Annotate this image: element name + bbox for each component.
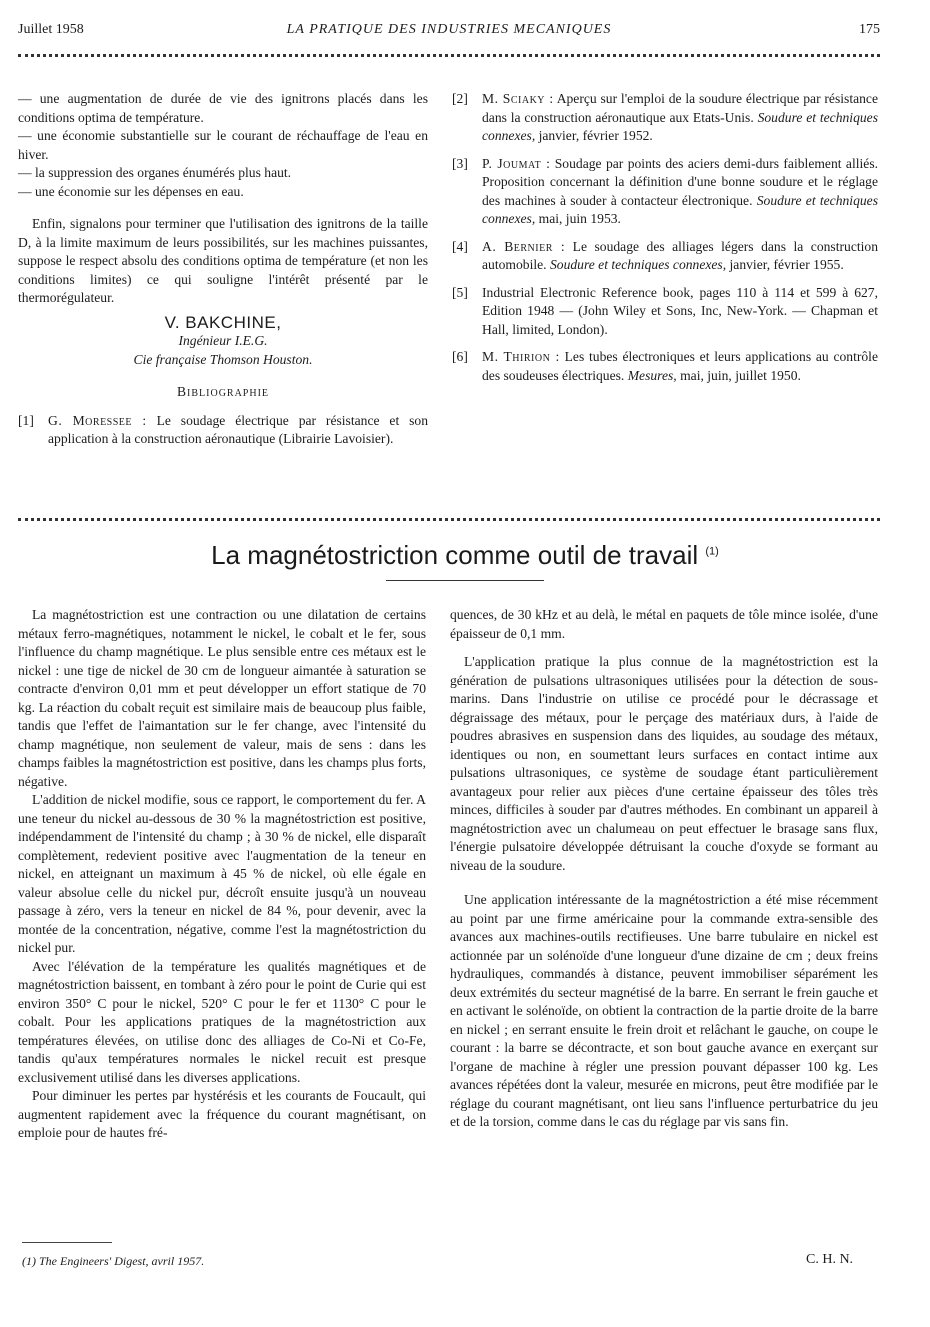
reference-body [482, 90, 878, 146]
reference-number: [1] [18, 412, 34, 428]
reference-text: Soudage par points des aciers demi-durs faiblement alliés. Proposition concernant la définition d'une bonne soudure et le réglage des machines à souder à contacteur électronique. [482, 155, 879, 208]
reference-author: P. Joumat : [482, 155, 551, 171]
author-title: Ingénieur I.E.G. [178, 333, 268, 348]
author-company: Cie française Thomson Houston. [133, 351, 313, 367]
body-paragraph: La magnétostriction est une contraction ou une dilatation de certains métaux ferro-magnétiques, notamment le nickel, le cobalt et le fer, sous l'influence du champ magnétique. Le plus sensible entre ces métaux est le nickel : une tige de nickel de 30 cm de longueur aimantée à saturation se contracte d'environ 0,01 mm et peut développer un effort statique de 70 kg. La réaction du cobalt reçuit est similaire mais de beaucoup plus faible, tandis que l'effet de l'aimantation sur le fer change, avec l'intensité du champ magnétique, non seulement de valeur, mais de sens : dans les champs faibles la magnétostriction est positive, dans les champs plus forts, négative. [18, 607, 426, 789]
section-dotted-rule [18, 518, 880, 521]
header-date: Juillet 1958 [18, 22, 84, 37]
reference-item [452, 155, 878, 229]
reference-date: mai, juin, juillet 1950. [680, 367, 801, 383]
list-item: — une économie sur les dépenses en eau. [18, 183, 244, 199]
bibliography-heading: Bibliographie [176, 384, 270, 399]
reference-body [482, 155, 878, 229]
reference-journal: Mesures, [627, 367, 677, 383]
references-right-column [452, 90, 878, 394]
reference-date: janvier, février 1955. [729, 257, 844, 272]
footnote-rule [22, 1242, 112, 1243]
reference-body [48, 412, 428, 449]
reference-text: Aperçu sur l'emploi de la soudure électrique par résistance dans la construction aéronautique aux Etats-Unis. [482, 91, 878, 125]
reference-body [482, 284, 878, 340]
reference-journal: Soudure et techniques connexes, [482, 109, 878, 143]
reference-author: M. Sciaky : [482, 91, 554, 106]
body-paragraph: Avec l'élévation de la température les qualités magnétiques et de magnétostriction baissent, en tombant à zéro pour le point de Curie qui est environ 350° C pour le nickel, 520° C pour le fer et 1130° C pour le cobalt. Pour les applications pratiques de la magnétostriction aux températures élevées, on utilise donc des alliages de Co-Ni et Co-Fe, tandis qu'aux températures normales le nickel recuit est presque exclusivement utilisé dans les diverses applications. [18, 958, 426, 1085]
author-name: V. BAKCHINE, [164, 312, 282, 332]
reference-text: Industrial Electronic Reference book, pages 110 à 114 et 599 à 627, Edition 1948 — (John Wiley et Sons, Inc, New-York. — Chapman et Hall, limited, London). [482, 284, 878, 337]
header-page-number: 175 [859, 22, 880, 37]
reference-text: Le soudage des alliages légers dans la construction automobile. [482, 238, 878, 272]
reference-number: [6] [452, 349, 468, 364]
article-title [0, 540, 930, 571]
reference-item [452, 284, 878, 340]
list-item: — une augmentation de durée de vie des ignitrons placés dans les conditions optima de température. [18, 91, 428, 125]
article-right-column [450, 606, 878, 1132]
reference-journal: Soudure et techniques connexes, [482, 192, 879, 226]
article-title-text: La magnétostriction comme outil de travail [211, 540, 699, 570]
reference-date: janvier, février 1952. [538, 128, 653, 143]
article-left-column [18, 606, 426, 1143]
body-paragraph: quences, de 30 kHz et au delà, le métal en paquets de tôle mince isolée, d'une épaisseur de 0,1 mm. [450, 607, 878, 641]
reference-number: [3] [452, 155, 468, 171]
reference-author: A. Bernier : [482, 238, 566, 254]
body-paragraph: L'application pratique la plus connue de la magnétostriction est la génération de pulsations ultrasoniques utilisées pour la détection de sous-marins. Dans l'industrie on utilise ce procédé pour le décrassage et dégraissage des métaux, pour le perçage des matériaux durs, à l'aide de poudres abrasives en suspension dans des liquides, au soudage des métaux, identiques ou non, en soumettant leurs surfaces en contact intime aux pulsations ultrasoniques, ce système de soudage étant particulièrement avantageux pour relier aux pièces d'une certaine épaisseur des tôles très minces, difficiles à souder par d'autres méthodes. En combinant un appareil à magnétostriction avec un chalumeau on peut effectuer le brasage sans flux, l'énergie pulsatoire développée détruisant la couche d'oxyde se formant au niveau de la soudure. [450, 654, 878, 873]
reference-item [18, 412, 428, 449]
author-initials: C. H. N. [806, 1252, 854, 1267]
reference-body [482, 348, 878, 385]
reference-item [452, 238, 878, 275]
reference-item [452, 90, 878, 146]
conclusion-paragraph: Enfin, signalons pour terminer que l'utilisation des ignitrons de la taille D, à la limite maximum de leurs possibilités, sur les machines puissantes, suppose le respect absolu des conditions optima de température (et non les conditions limites) ce qui souligne l'intérêt présenté par le thermorégulateur. [18, 216, 428, 305]
title-underline [386, 580, 544, 581]
body-paragraph: Pour diminuer les pertes par hystérésis et les courants de Foucault, qui augmentent rapidement avec la fréquence du courant magnétisant, on emploie pour de hautes fré- [18, 1088, 426, 1140]
top-left-column [18, 90, 428, 458]
reference-number: [4] [452, 238, 468, 254]
reference-text: Le soudage électrique par résistance et son application à la construction aéronautique (Librairie Lavoisier). [48, 412, 428, 446]
reference-date: mai, juin 1953. [538, 211, 621, 226]
list-item: — une économie substantielle sur le courant de réchauffage de l'eau en hiver. [18, 128, 428, 162]
title-footnote-marker: (1) [705, 545, 719, 558]
body-paragraph: Une application intéressante de la magnétostriction a été mise récemment au point par une firme américaine pour la commande extra-sensible des avances aux machines-outils rectifieuses. Une barre tubulaire en nickel est actionnée par un solénoïde d'une longueur d'une dizaine de cm ; deux freins hydrauliques, commandés à distance, peuvent immobiliser séparément les deux extrémités du secteur magnétisé de la barre. En serrant le frein gauche et en activant le solénoïde, on obtient la contraction de la partie droite de la barre en nickel ; en serrant ensuite le frein droit et relâchant le gauche, on coupe le courant : la barre se décontracte, et son bout gauche avance en exerçant sur l'organe de machine à régler une pression pouvant dépasser 100 kg. Les avances répétées dont la valeur, mesurée en microns, peut être modifiée par le réglage du courant magnétisant, ont lieu sans l'influence perturbatrice du jeu et de la torsion, comme dans le cas du réglage par vis sans fin. [450, 892, 878, 1129]
reference-author: M. Thirion : [482, 349, 560, 364]
list-item: — la suppression des organes énumérés plus haut. [18, 165, 292, 180]
header-dotted-rule [18, 54, 880, 57]
reference-author: G. Moressee : [48, 412, 147, 428]
body-paragraph: L'addition de nickel modifie, sous ce rapport, le comportement du fer. A une teneur du nickel au-dessous de 30 % la magnétostriction est positive, indépendamment de l'intensité du champ ; à 30 % de nickel, elle disparaît complètement, redevient positive avec l'augmentation de la teneur en nickel, en atteignant un maximum à 45 % de nickel, où elle égale en valeur absolue celle du nickel pur, décroît ensuite jusqu'à un nouveau passage à zéro, vers la teneur en nickel de 84 %, pour devenir, avec la montée de la concentration, négative, comme l'est la magnétostriction du nickel pur. [18, 792, 426, 955]
reference-number: [5] [452, 284, 468, 300]
reference-text: Les tubes électroniques et leurs applications au contrôle des soudeuses électriques. [482, 349, 878, 383]
reference-body [482, 238, 878, 275]
header-journal-title: LA PRATIQUE DES INDUSTRIES MECANIQUES [286, 22, 612, 37]
running-header [18, 22, 880, 42]
footnote: (1) The Engineers' Digest, avril 1957. [22, 1254, 205, 1268]
reference-journal: Soudure et techniques connexes, [549, 257, 727, 272]
reference-item [452, 348, 878, 385]
reference-number: [2] [452, 91, 468, 106]
